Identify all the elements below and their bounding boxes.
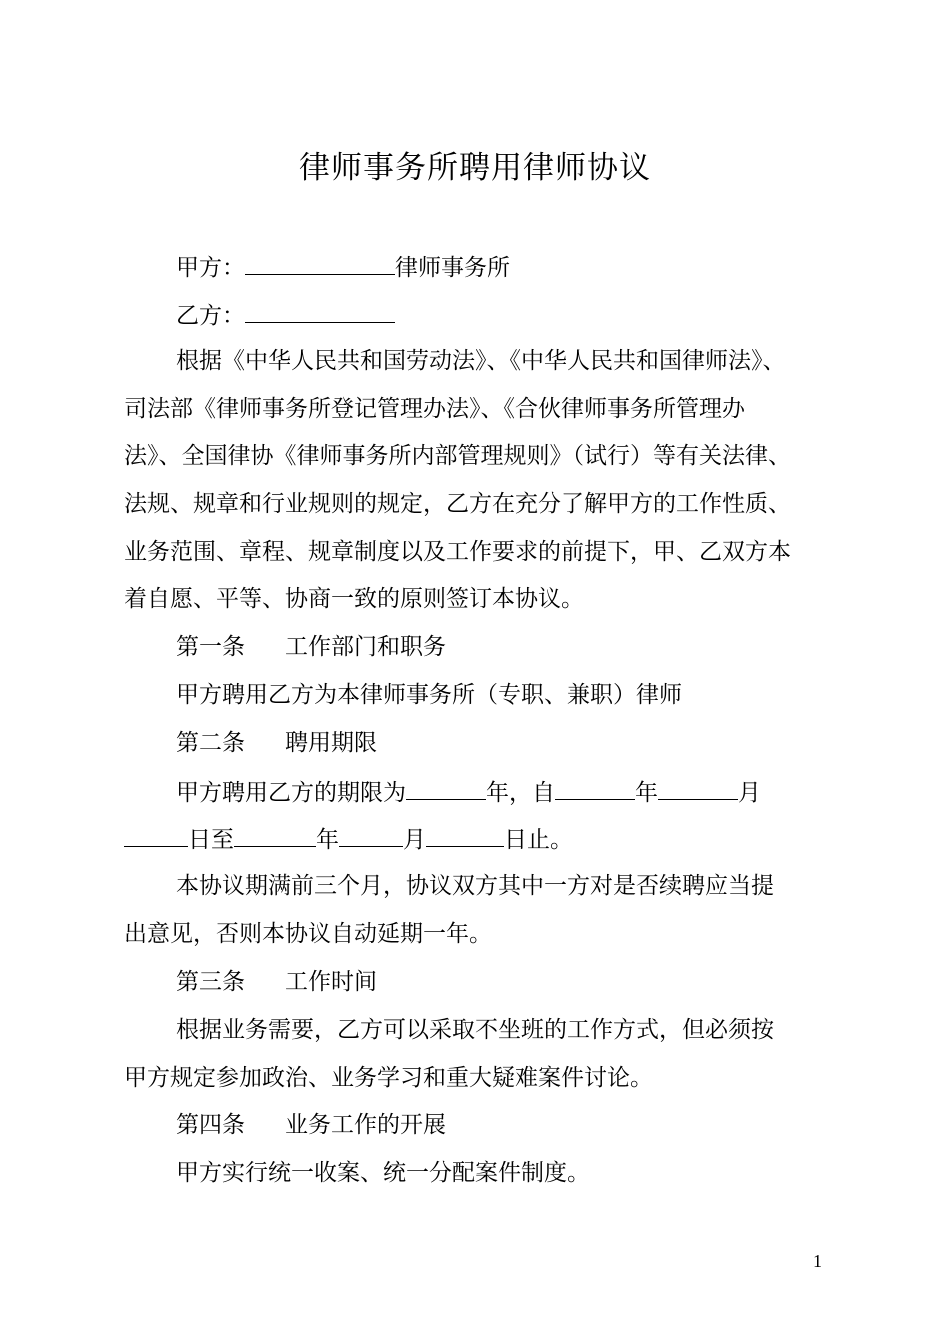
start-year-blank — [555, 775, 635, 800]
party-b-blank — [245, 298, 395, 323]
party-a-blank — [245, 250, 395, 275]
party-b-label: 乙方： — [176, 303, 245, 329]
end-month-blank — [339, 822, 403, 847]
start-month-unit: 月 — [738, 780, 761, 806]
document-title: 律师事务所聘用律师协议 — [299, 150, 651, 186]
term-year-unit: 年 — [486, 780, 509, 806]
term-prefix: 甲方聘用乙方的期限为 — [176, 780, 406, 806]
preamble-line: 法规、规章和行业规则的规定，乙方在充分了解甲方的工作性质、 — [124, 491, 791, 517]
party-a-suffix: 律师事务所 — [395, 255, 510, 281]
term-from: ，自 — [509, 780, 555, 806]
article-number: 第三条 — [176, 969, 245, 995]
day-end: 日止。 — [504, 827, 573, 853]
preamble-line: 业务范围、章程、规章制度以及工作要求的前提下，甲、乙双方本 — [124, 539, 791, 565]
article-2-heading — [176, 727, 377, 759]
preamble-line: 司法部《律师事务所登记管理办法》、《合伙律师事务所管理办 — [124, 396, 745, 422]
article-heading: 工作时间 — [285, 969, 377, 995]
term-years-blank — [406, 775, 486, 800]
article-4-heading — [176, 1109, 446, 1141]
article-heading: 工作部门和职务 — [285, 634, 446, 660]
article-1-body: 甲方聘用乙方为本律师事务所（专职、兼职）律师 — [176, 682, 682, 708]
article-3-heading — [176, 966, 377, 998]
start-year-unit: 年 — [635, 780, 658, 806]
renewal-line: 本协议期满前三个月，协议双方其中一方对是否续聘应当提 — [176, 873, 774, 899]
article-heading: 业务工作的开展 — [285, 1112, 446, 1138]
day-to: 日至 — [188, 827, 234, 853]
article-heading: 聘用期限 — [285, 730, 377, 756]
article-number: 第二条 — [176, 730, 245, 756]
end-month-unit: 月 — [403, 827, 426, 853]
preamble-line: 着自愿、平等、协商一致的原则签订本协议。 — [124, 586, 584, 612]
article-4-body: 甲方实行统一收案、统一分配案件制度。 — [176, 1160, 590, 1186]
article-3-body: 甲方规定参加政治、业务学习和重大疑难案件讨论。 — [124, 1065, 653, 1091]
party-a-label: 甲方： — [176, 255, 245, 281]
article-2-term-line — [176, 775, 761, 809]
start-day-blank — [124, 822, 188, 847]
end-year-unit: 年 — [316, 827, 339, 853]
party-a-line — [176, 250, 510, 284]
preamble-line: 法》、全国律协《律师事务所内部管理规则》（试行）等有关法律、 — [124, 443, 791, 469]
end-day-blank — [426, 822, 504, 847]
preamble-line: 根据《中华人民共和国劳动法》、《中华人民共和国律师法》、 — [176, 348, 786, 374]
party-b-line — [176, 298, 395, 332]
page-number: 1 — [813, 1251, 822, 1271]
renewal-line: 出意见，否则本协议自动延期一年。 — [124, 921, 492, 947]
start-month-blank — [658, 775, 738, 800]
article-number: 第四条 — [176, 1112, 245, 1138]
article-3-body: 根据业务需要，乙方可以采取不坐班的工作方式，但必须按 — [176, 1017, 774, 1043]
article-2-date-line — [124, 822, 573, 856]
article-number: 第一条 — [176, 634, 245, 660]
end-year-blank — [234, 822, 316, 847]
article-1-heading — [176, 631, 446, 663]
